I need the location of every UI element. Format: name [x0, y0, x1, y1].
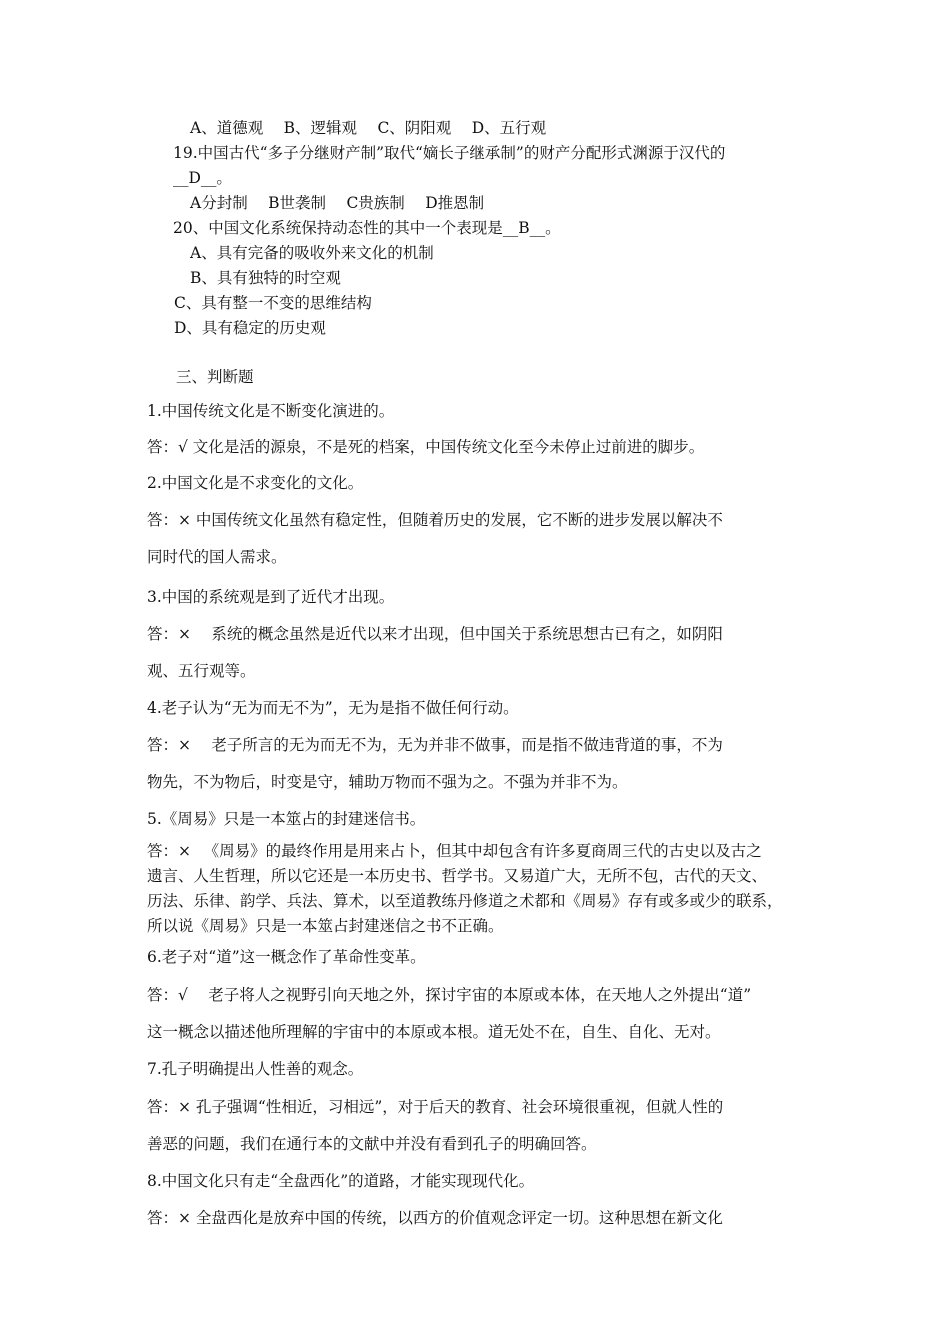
tf2-answer: 答：× 中国传统文化虽然有稳定性，但随着历史的发展，它不断的进步发展以解决不	[147, 511, 723, 529]
tf3-question: 3.中国的系统观是到了近代才出现。	[147, 588, 395, 606]
tf4-question: 4.老子认为“无为而无不为”，无为是指不做任何行动。	[147, 699, 519, 717]
tf5-answer: 答：× 《周易》的最终作用是用来占卜，但其中却包含有许多夏商周三代的古史以及古之	[147, 842, 762, 860]
q20-option-d: D、具有稳定的历史观	[174, 319, 326, 337]
q20-option-a: A、具有完备的吸收外来文化的机制	[190, 244, 434, 262]
tf6-answer-cont: 这一概念以描述他所理解的宇宙中的本原或本根。道无处不在，自生、自化、无对。	[147, 1023, 721, 1041]
tf8-question: 8.中国文化只有走“全盘西化”的道路，才能实现现代化。	[147, 1172, 535, 1190]
tf5-answer-cont-1: 遗言、人生哲理，所以它还是一本历史书、哲学书。又易道广大，无所不包，古代的天文、	[147, 867, 768, 885]
tf2-answer-cont: 同时代的国人需求。	[147, 548, 287, 566]
tf3-answer-cont: 观、五行观等。	[147, 662, 256, 680]
tf6-question: 6.老子对“道”这一概念作了革命性变革。	[147, 948, 426, 966]
tf2-question: 2.中国文化是不求变化的文化。	[147, 474, 364, 492]
q19-text: 19.中国古代“多子分继财产制”取代“嫡长子继承制”的财产分配形式渊源于汉代的	[173, 144, 726, 162]
q20-option-c: C、具有整一不变的思维结构	[174, 294, 372, 312]
tf3-answer: 答：× 系统的概念虽然是近代以来才出现，但中国关于系统思想古已有之，如阴阳	[147, 625, 723, 643]
q20-option-b: B、具有独特的时空观	[190, 269, 341, 287]
tf1-question: 1.中国传统文化是不断变化演进的。	[147, 402, 395, 420]
tf1-answer: 答：√ 文化是活的源泉，不是死的档案，中国传统文化至今未停止过前进的脚步。	[147, 438, 705, 456]
tf6-answer: 答：√ 老子将人之视野引向天地之外，探讨宇宙的本原或本体，在天地人之外提出“道”	[147, 986, 752, 1004]
tf5-answer-cont-2: 历法、乐律、韵学、兵法、算术，以至道教练丹修道之术都和《周易》存有或多或少的联系，	[147, 892, 783, 910]
tf4-answer-cont: 物先，不为物后，时变是守，辅助万物而不强为之。不强为并非不为。	[147, 773, 628, 791]
q19-answer: __D__。	[173, 169, 232, 187]
tf8-answer: 答：× 全盘西化是放弃中国的传统，以西方的价值观念评定一切。这种思想在新文化	[147, 1209, 723, 1227]
tf7-answer-cont: 善恶的问题，我们在通行本的文献中并没有看到孔子的明确回答。	[147, 1135, 597, 1153]
tf4-answer: 答：× 老子所言的无为而无不为，无为并非不做事，而是指不做违背道的事，不为	[147, 736, 723, 754]
tf7-answer: 答：× 孔子强调“性相近，习相远”，对于后天的教育、社会环境很重视，但就人性的	[147, 1098, 724, 1116]
q19-options: A分封制 B世袭制 C贵族制 D推恩制	[190, 194, 485, 212]
tf5-answer-cont-3: 所以说《周易》只是一本筮占封建迷信之书不正确。	[147, 917, 504, 935]
q18-options: A、道德观 B、逻辑观 C、阴阳观 D、五行观	[190, 119, 547, 137]
section-heading: 三、判断题	[176, 368, 254, 386]
q20-text: 20、中国文化系统保持动态性的其中一个表现是__B__。	[173, 219, 561, 237]
tf5-question: 5.《周易》只是一本筮占的封建迷信书。	[147, 810, 426, 828]
tf7-question: 7.孔子明确提出人性善的观念。	[147, 1060, 364, 1078]
